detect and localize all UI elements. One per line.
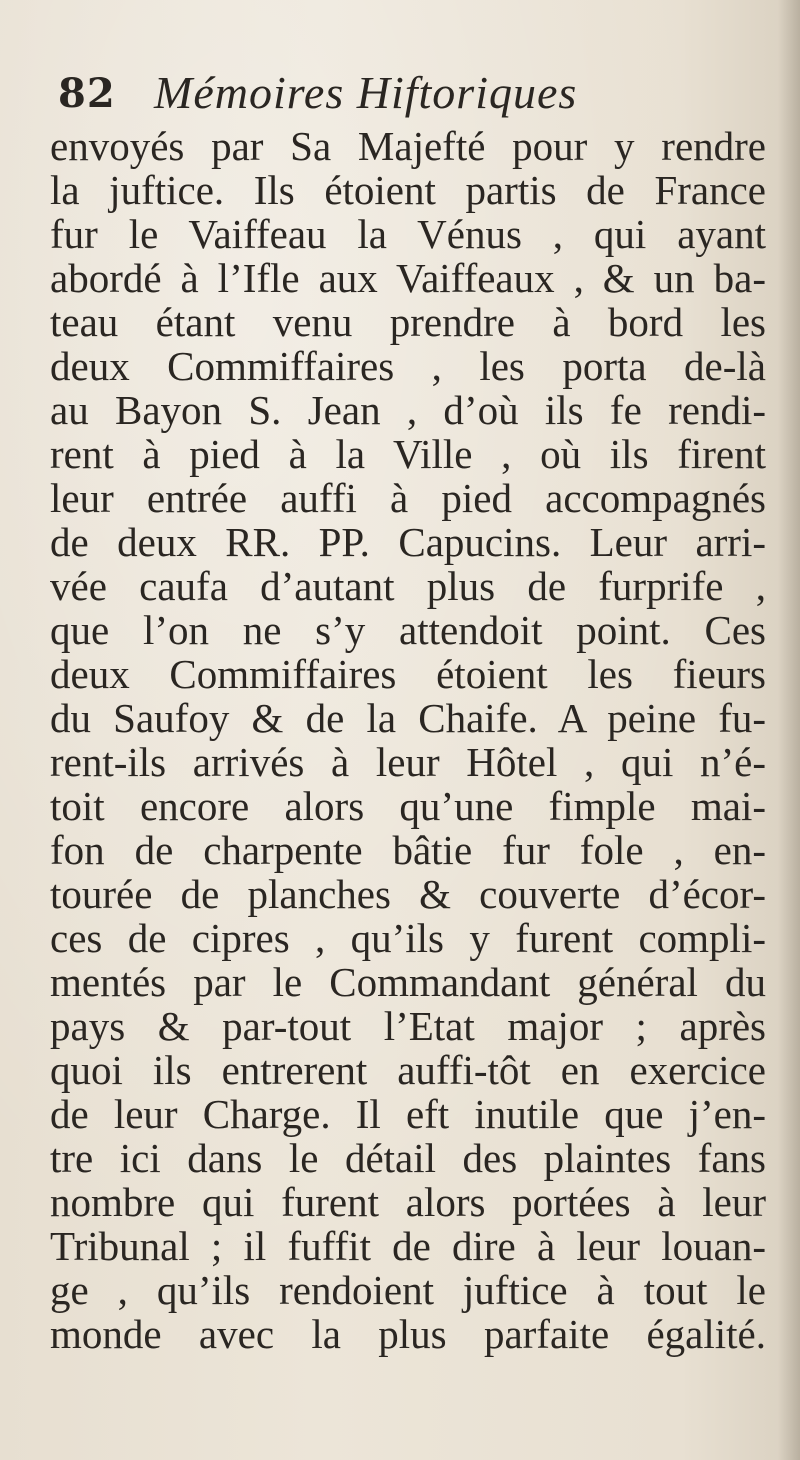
running-title: Mémoires Hiftoriques: [154, 67, 578, 118]
page-header: [58, 66, 758, 122]
text-line: la juftice. Ils étoient partis de France: [50, 167, 766, 213]
text-line: abordé à l’Ifle aux Vaiffeaux , & un ba-: [50, 255, 766, 301]
text-line: teau étant venu prendre à bord les: [50, 299, 766, 345]
text-line: monde avec la plus parfaite égalité.: [50, 1311, 766, 1357]
text-line: pays & par-tout l’Etat major ; après: [50, 1003, 766, 1049]
text-line: rent-ils arrivés à leur Hôtel , qui n’é-: [50, 739, 766, 785]
text-line: fur le Vaiffeau la Vénus , qui ayant: [50, 211, 766, 257]
page-edge-shadow: [778, 0, 800, 1460]
text-line: Tribunal ; il fuffit de dire à leur louan-: [50, 1223, 766, 1269]
text-line: que l’on ne s’y attendoit point. Ces: [50, 607, 766, 653]
text-line: tourée de planches & couverte d’écor-: [50, 871, 766, 917]
text-line: envoyés par Sa Majefté pour y rendre: [50, 123, 766, 169]
text-line: du Saufoy & de la Chaife. A peine fu-: [50, 695, 766, 741]
text-line: de leur Charge. Il eft inutile que j’en-: [50, 1091, 766, 1137]
text-line: deux Commiffaires étoient les fieurs: [50, 651, 766, 697]
text-line: au Bayon S. Jean , d’où ils fe rendi-: [50, 387, 766, 433]
text-line: leur entrée auffi à pied accompagnés: [50, 475, 766, 521]
text-line: mentés par le Commandant général du: [50, 959, 766, 1005]
text-line: ces de cipres , qu’ils y furent compli-: [50, 915, 766, 961]
text-line: tre ici dans le détail des plaintes fans: [50, 1135, 766, 1181]
text-line: toit encore alors qu’une fimple mai-: [50, 783, 766, 829]
text-line: deux Commiffaires , les porta de-là: [50, 343, 766, 389]
text-line: ge , qu’ils rendoient juftice à tout le: [50, 1267, 766, 1313]
text-line: quoi ils entrerent auffi-tôt en exercice: [50, 1047, 766, 1093]
text-line: fon de charpente bâtie fur fole , en-: [50, 827, 766, 873]
page-number: 82: [58, 70, 116, 117]
body-text: [50, 124, 766, 1356]
text-line: de deux RR. PP. Capucins. Leur arri-: [50, 519, 766, 565]
text-line: rent à pied à la Ville , où ils firent: [50, 431, 766, 477]
text-line: nombre qui furent alors portées à leur: [50, 1179, 766, 1225]
text-line: vée caufa d’autant plus de furprife ,: [50, 563, 766, 609]
